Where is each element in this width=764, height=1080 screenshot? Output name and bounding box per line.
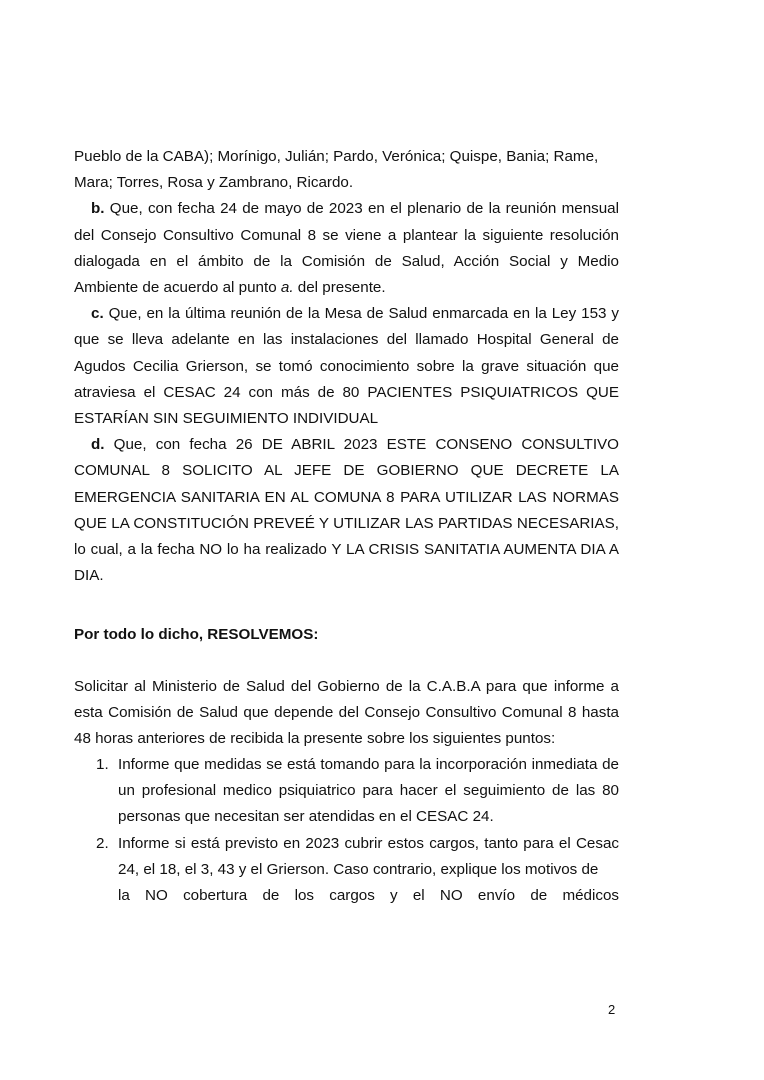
paragraph-letter: d. — [91, 436, 105, 454]
opening-line-1: Pueblo de la CABA); Morínigo, Julián; Pardo, Verónica; Quispe, Bania; Rame, — [74, 148, 599, 165]
paragraph-d — [74, 432, 619, 589]
list-item-number: 2. — [96, 834, 109, 852]
paragraph-text: Que, en la última reunión de la Mesa de Salud enmarcada en la Ley 153 y que se lleva adelante en las instalaciones del llamado Hospital General de Agudos Cecilia Grierson, se tomó conocimiento sobre la grave situación que atraviesa el CESAC 24 con más de 80 PACIENTES PSIQUIATRICOS QUE ESTARÍAN SIN SEGUIMIENTO INDIVIDUAL — [74, 305, 619, 428]
paragraph-text: Que, con fecha 24 de mayo de 2023 en el plenario de la reunión mensual del Consejo Consultivo Comunal 8 se viene a plantear la siguiente resolución dialogada en el ámbito de la Comisión de Salud, Acción Social y Medio Ambiente de acuerdo al punto — [74, 200, 619, 297]
numbered-list — [74, 752, 619, 909]
list-item-text-continued: la NO cobertura de los cargos y el NO envío de médicos — [118, 887, 619, 905]
list-item-text: Informe si está previsto en 2023 cubrir estos cargos, tanto para el Cesac 24, el 18, el 3, 43 y el Grierson. Caso contrario, explique los motivos de — [118, 834, 619, 878]
paragraph-letter: c. — [91, 305, 104, 323]
page-number: 2 — [608, 1002, 616, 1017]
opening-line-2: Mara; Torres, Rosa y Zambrano, Ricardo. — [74, 174, 354, 192]
body-text-block — [74, 144, 619, 589]
list-item — [74, 831, 619, 910]
paragraph-letter: b. — [91, 200, 105, 218]
paragraph-text: Que, con fecha 26 DE ABRIL 2023 ESTE CONSENO CONSULTIVO COMUNAL 8 SOLICITO AL JEFE DE GOBIERNO QUE DECRETE LA EMERGENCIA SANITARIA EN AL COMUNA 8 PARA UTILIZAR LAS NORMAS QUE LA CONSTITUCIÓN PREVEÉ Y UTILIZAR LAS PARTIDAS NECESARIAS, lo cual, a la fecha NO lo ha realizado Y LA CRISIS SANITATIA AUMENTA DIA A DIA. — [74, 436, 619, 585]
paragraph-b — [74, 196, 619, 301]
resolution-heading: Por todo lo dicho, RESOLVEMOS: — [74, 626, 319, 643]
paragraph-c — [74, 301, 619, 432]
paragraph-text-end: del presente. — [293, 279, 386, 297]
italic-reference: a. — [280, 279, 294, 297]
list-item-number: 1. — [96, 756, 109, 773]
list-item — [74, 752, 619, 831]
intro-paragraph: Solicitar al Ministerio de Salud del Gobierno de la C.A.B.A para que informe a esta Comisión de Salud que depende del Consejo Consultivo Comunal 8 hasta 48 horas anteriores de recibida la presente sobre los siguientes puntos: — [74, 678, 619, 748]
list-item-text: Informe que medidas se está tomando para la incorporación inmediata de un profesional medico psiquiatrico para hacer el seguimiento de las 80 personas que necesitan ser atendidas en el CESAC 24. — [118, 756, 619, 826]
